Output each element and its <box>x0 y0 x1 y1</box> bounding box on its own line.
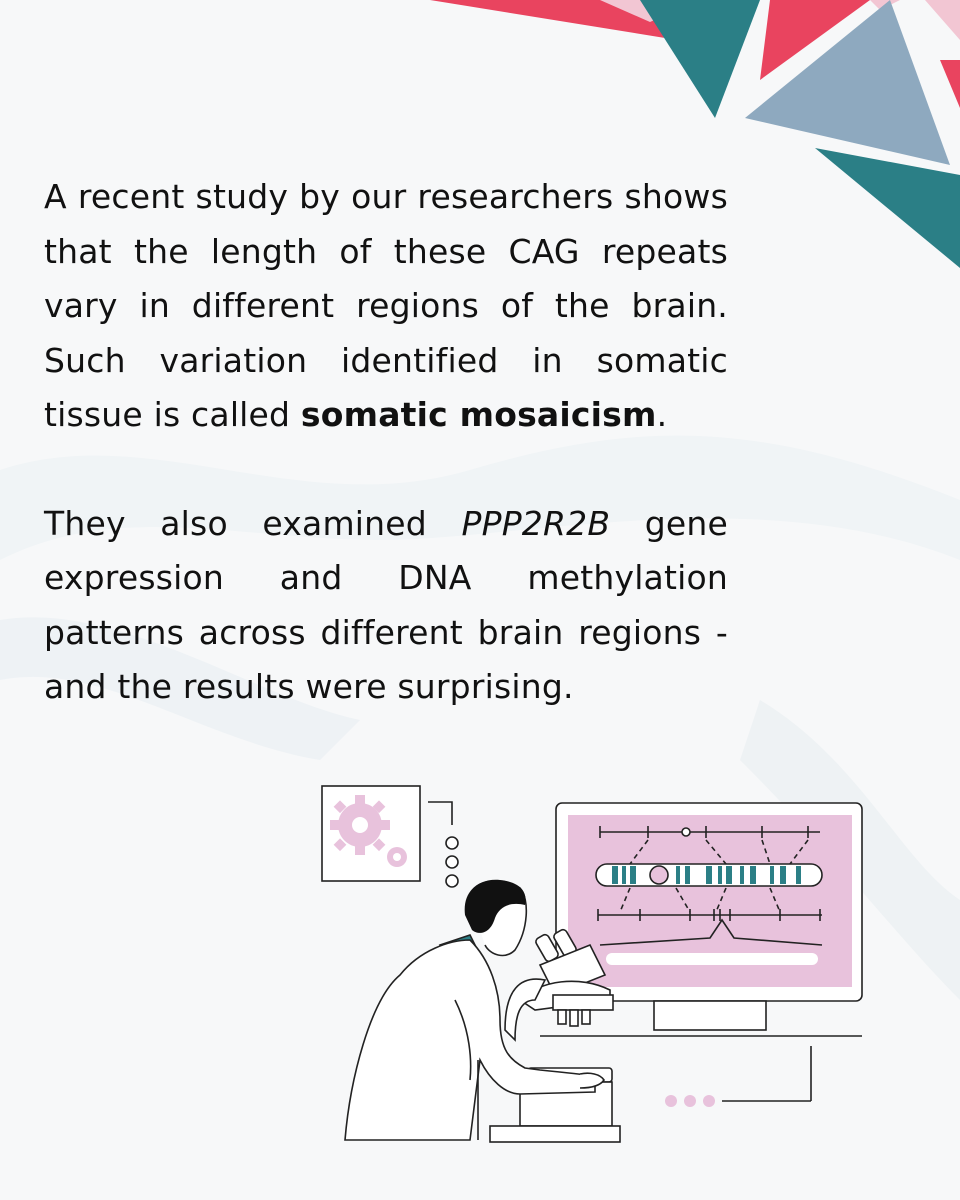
paragraph-somatic-mosaicism <box>44 170 728 443</box>
gene-name: PPP2R2B <box>461 503 611 543</box>
p1-line5-prefix: tissue is called <box>44 395 301 434</box>
p1-line3: vary in different regions of the brain. <box>44 286 728 325</box>
scientist-illustration <box>300 770 880 1160</box>
body-text <box>44 170 728 715</box>
p1-line4: Such variation identified in somatic <box>44 340 728 380</box>
p2-line4: and the results were surprising. <box>44 667 574 706</box>
p2-line1-suffix: gene <box>610 503 728 543</box>
p2-line3: patterns across different brain regions - <box>44 612 728 652</box>
paragraph-gene-expression <box>44 497 728 715</box>
term-somatic-mosaicism: somatic mosaicism <box>300 395 657 434</box>
p2-line1-prefix: They also examined <box>44 503 462 543</box>
gear-icon <box>322 786 420 881</box>
p2-line2: expression and DNA methylation <box>44 558 728 597</box>
p1-line2: that the length of these CAG repeats <box>44 231 728 271</box>
p1-line1: A recent study by our researchers shows <box>44 177 728 216</box>
p1-line5-suffix: . <box>656 395 668 434</box>
